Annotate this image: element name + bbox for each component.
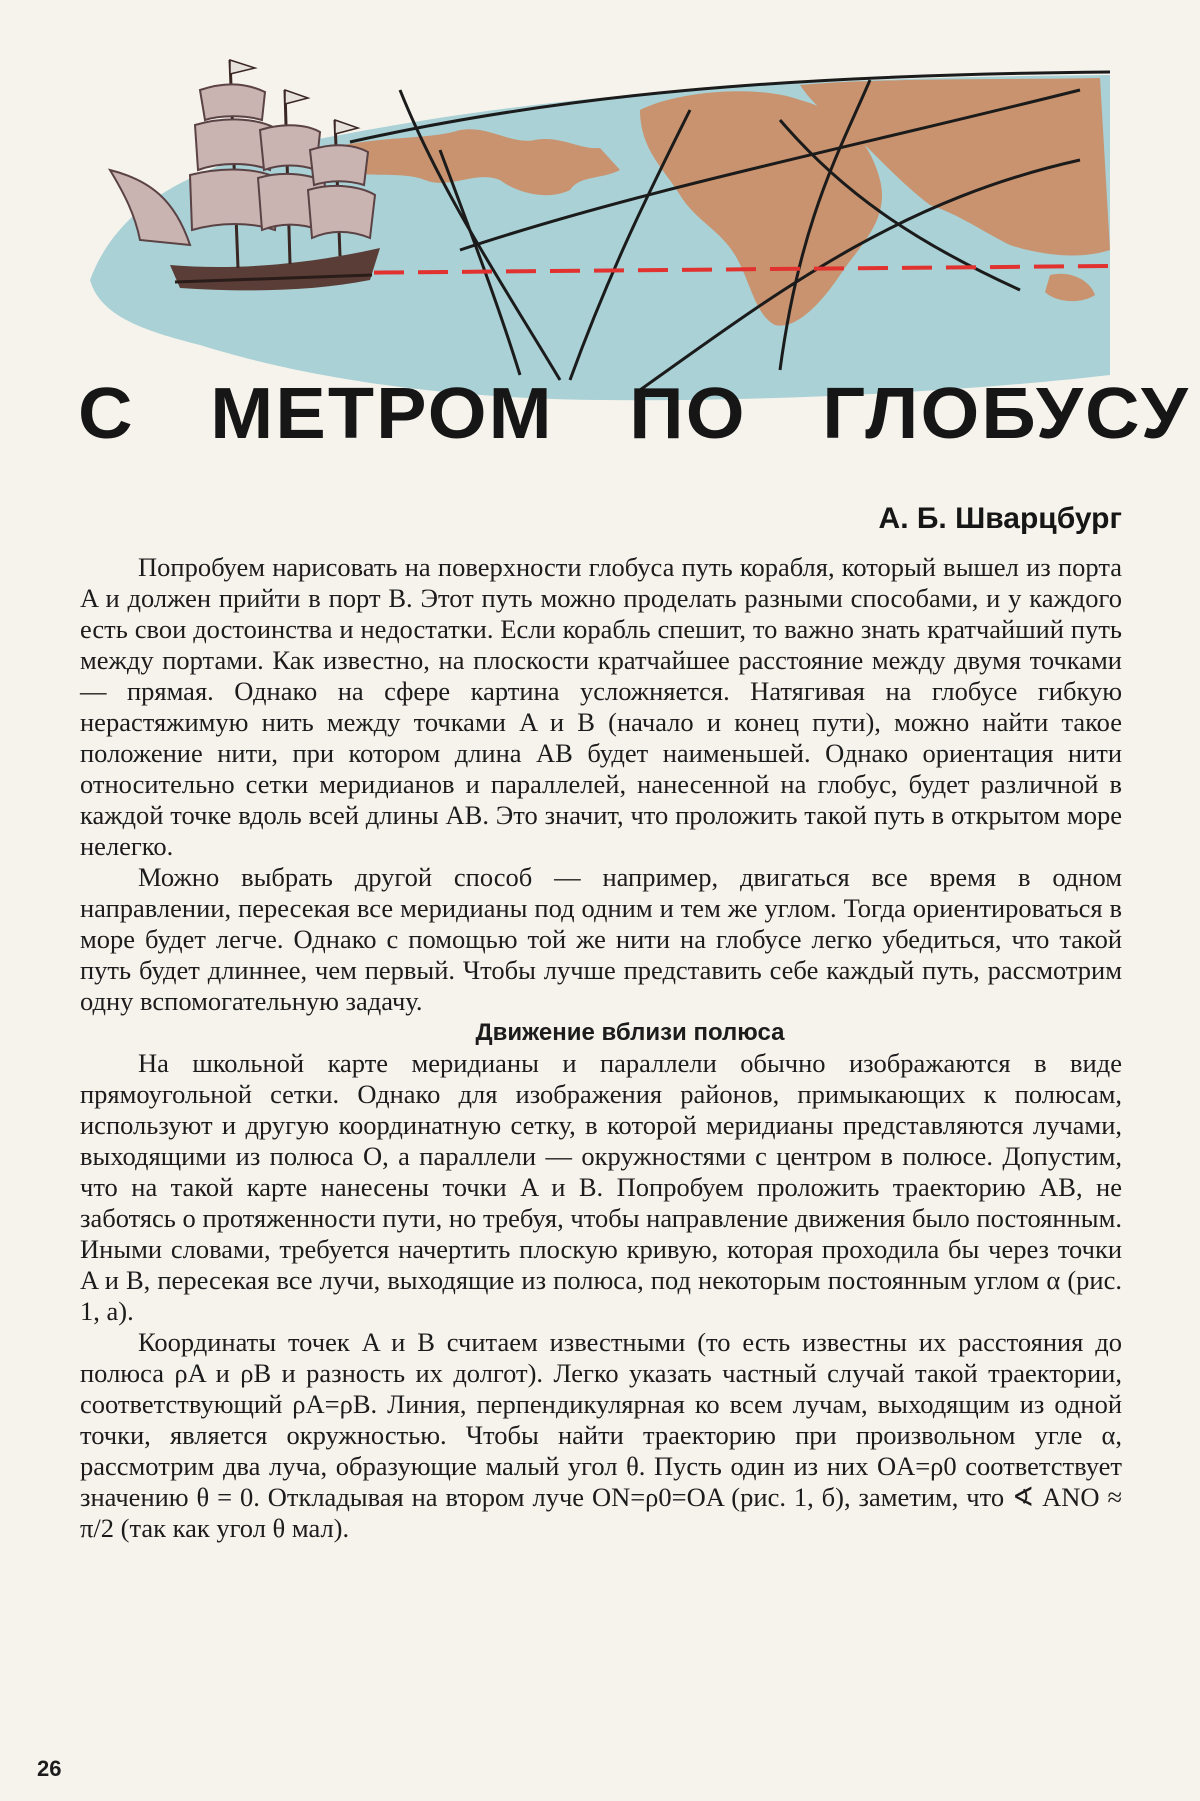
ship-sail [310,145,368,185]
ship-flag [230,60,255,74]
ship-flag [285,90,308,104]
article-body [80,552,1122,1544]
ship-on-globe-illustration [80,30,1125,405]
intro-paragraph-2: Можно выбрать другой способ — например, двигаться все время в одном направлении, пересекая все меридианы под одним и тем же углом. Тогда ориентироваться в море будет легче. Однако с помощью той же нити на глобусе легко убедиться, что такой путь будет длиннее, чем первый. Чтобы лучше представить себе каждый путь, рассмотрим одну вспомогательную задачу. [80,862,1122,1016]
section-paragraph-2: Координаты точек A и B считаем известными (то есть известны их расстояния до полюса ρA и ρB и разность их долгот). Легко указать частный случай такой траектории, соответствующий ρA=ρB. Линия, перпендикулярная ко всем лучам, выходящим из одной точки, является окружностью. Чтобы найти траекторию при произвольном угле α, рассмотрим два луча, образующие малый угол θ. Пусть один из них OA=ρ0 соответствует значению θ = 0. Откладывая на втором луче ON=ρ0=OA (рис. 1, б), заметим, что ∢ ANO ≈ π/2 (так как угол θ мал). [80,1327,1122,1543]
page-number: 26 [37,1756,62,1781]
ship-sail [308,186,375,238]
section-heading: Движение вблизи полюса [475,1019,785,1046]
ship-flag [335,120,358,134]
page-title: С МЕТРОМ ПО ГЛОБУСУ [78,374,1190,454]
section-paragraph-1: На школьной карте меридианы и параллели обычно изображаются в виде прямоугольной сетки. Однако для изображения районов, примыкающих к полюсам, используют и другую координатную сетку, в которой меридианы представляются лучами, выходящими из полюса O, а параллели — окружностями с центром в полюсе. Допустим, что на такой карте нанесены точки A и B. Попробуем проложить траекторию AB, не заботясь о протяженности пути, но требуя, чтобы направление движения было постоянным. Иными словами, требуется начертить плоскую кривую, которая проходила бы через точки A и B, пересекая все лучи, выходящие из полюса, под некоторым постоянным углом α (рис. 1, a). [80,1048,1122,1326]
ship-sail [200,84,265,120]
article-author: А. Б. Шварцбург [878,502,1122,535]
intro-paragraph-1: Попробуем нарисовать на поверхности глобуса путь корабля, который вышел из порта A и должен прийти в порт B. Этот путь можно проделать разными способами, и у каждого есть свои достоинства и недостатки. Если корабль спешит, то важно знать кратчайший путь между портами. Как известно, на плоскости кратчайшее расстояние между двумя точками — прямая. Однако на сфере картина усложняется. Натягивая на глобусе гибкую нерастяжимую нить между точками A и B (начало и конец пути), можно найти такое положение нити, при котором длина AB будет наименьшей. Однако ориентация нити относительно сетки меридианов и параллелей, нанесенной на глобус, будет различной в каждой точке вдоль всей длины AB. Это значит, что проложить такой путь в открытом море нелегко. [80,552,1122,861]
illustration-svg [80,30,1125,405]
